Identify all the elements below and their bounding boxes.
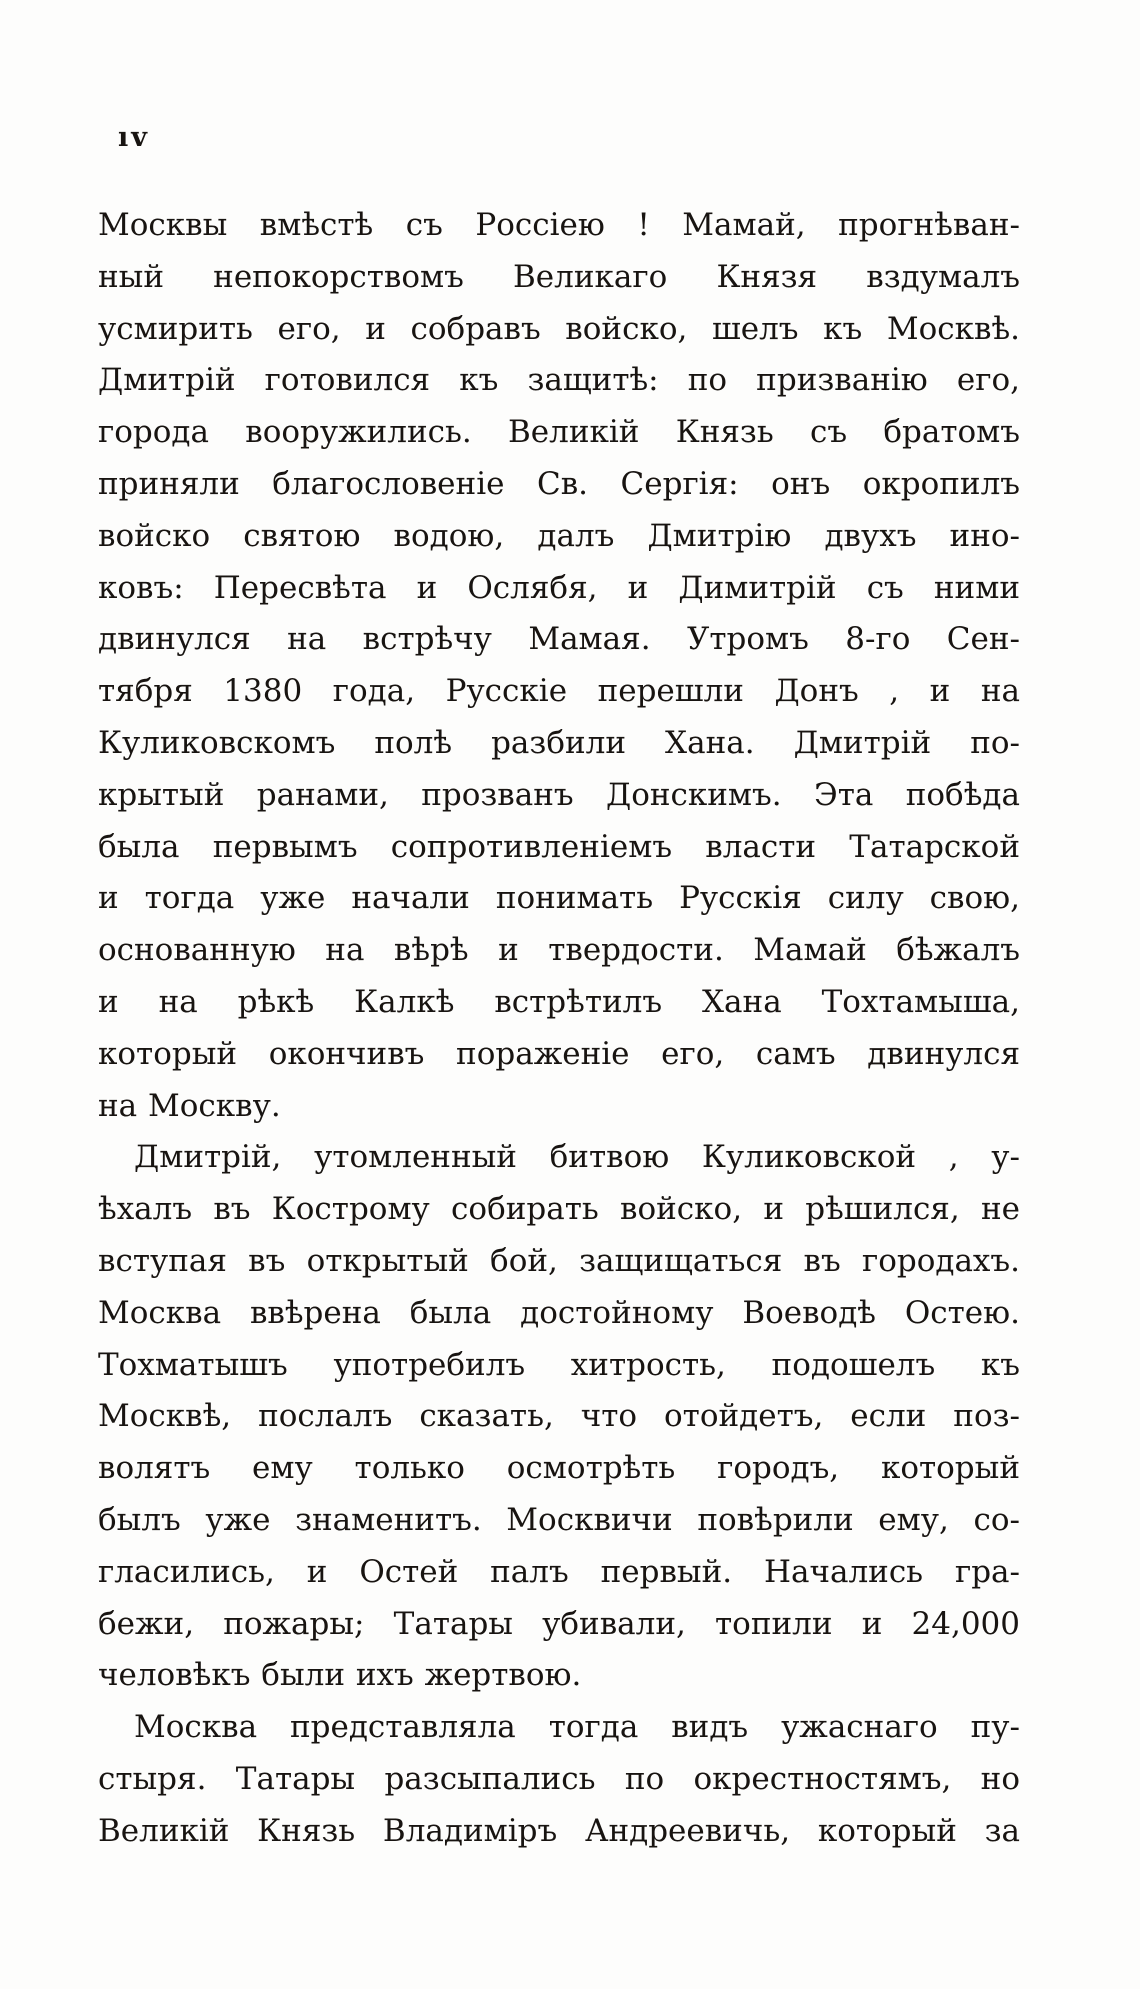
text-line: ковъ: Пересвѣта и Ослябя, и Димитрій съ ними <box>98 569 1020 606</box>
text-line: Великій Князь Владиміръ Андреевичь, который за <box>98 1812 1020 1849</box>
text-line: Москва ввѣрена была достойному Воеводѣ Остею. <box>98 1294 1020 1331</box>
text-line: Тохматышъ употребилъ хитрость, подошелъ къ <box>98 1346 1020 1383</box>
paragraph-moscow-wasteland <box>98 1702 1020 1857</box>
text-line: который окончивъ пораженіе его, самъ двинулся <box>98 1035 1020 1072</box>
text-line: приняли благословеніе Св. Сергія: онъ окропилъ <box>98 465 1020 502</box>
text-line: была первымъ сопротивленіемъ власти Татарской <box>98 828 1020 865</box>
text-line: ѣхалъ въ Кострому собирать войско, и рѣшился, не <box>98 1191 1020 1228</box>
text-line: и на рѣкѣ Калкѣ встрѣтилъ Хана Тохтамыша, <box>98 983 1020 1020</box>
text-line: на Москву. <box>98 1087 281 1124</box>
paragraph-continuation <box>98 200 1020 1132</box>
text-line: и тогда уже начали понимать Русскія силу свою, <box>98 880 1020 917</box>
text-line: двинулся на встрѣчу Мамая. Утромъ 8-го Сен- <box>98 621 1020 658</box>
text-line: Москва представляла тогда видъ ужаснаго пу- <box>134 1709 1020 1746</box>
text-line: бежи, пожары; Татары убивали, топили и 24,000 <box>98 1605 1020 1642</box>
paragraph-dmitry-kostroma <box>98 1132 1020 1702</box>
text-line: крытый ранами, прозванъ Донскимъ. Эта побѣда <box>98 776 1020 813</box>
text-line: Дмитрій, утомленный битвою Куликовской , у- <box>134 1139 1020 1176</box>
text-line: гласились, и Остей палъ первый. Начались гра- <box>98 1553 1020 1590</box>
text-line: города вооружились. Великій Князь съ братомъ <box>98 414 1020 451</box>
text-line: основанную на вѣрѣ и твердости. Мамай бѣжалъ <box>98 932 1020 969</box>
text-line: ный непокорствомъ Великаго Князя вздумалъ <box>98 258 1020 295</box>
text-line: Москвѣ, послалъ сказать, что отойдетъ, если поз- <box>98 1398 1020 1435</box>
text-line: Дмитрій готовился къ защитѣ: по призванію его, <box>98 362 1020 399</box>
text-line: войско святою водою, далъ Дмитрію двухъ ино- <box>98 517 1020 554</box>
text-line: Куликовскомъ полѣ разбили Хана. Дмитрій по- <box>98 724 1020 761</box>
text-line: стыря. Татары разсыпались по окрестностямъ, но <box>98 1760 1020 1797</box>
text-line: человѣкъ были ихъ жертвою. <box>98 1657 582 1694</box>
text-line: Москвы вмѣстѣ съ Россіею ! Мамай, прогнѣван- <box>98 207 1020 243</box>
text-line: былъ уже знаменитъ. Москвичи повѣрили ему, со- <box>98 1501 1020 1538</box>
page-number: ıv <box>118 122 150 153</box>
text-line: волятъ ему только осмотрѣть городъ, который <box>98 1450 1020 1487</box>
text-block <box>98 200 1020 1858</box>
text-line: усмирить его, и собравъ войско, шелъ къ Москвѣ. <box>98 310 1020 347</box>
text-line: тября 1380 года, Русскіе перешли Донъ , и на <box>98 673 1020 710</box>
text-line: вступая въ открытый бой, защищаться въ городахъ. <box>98 1242 1020 1279</box>
